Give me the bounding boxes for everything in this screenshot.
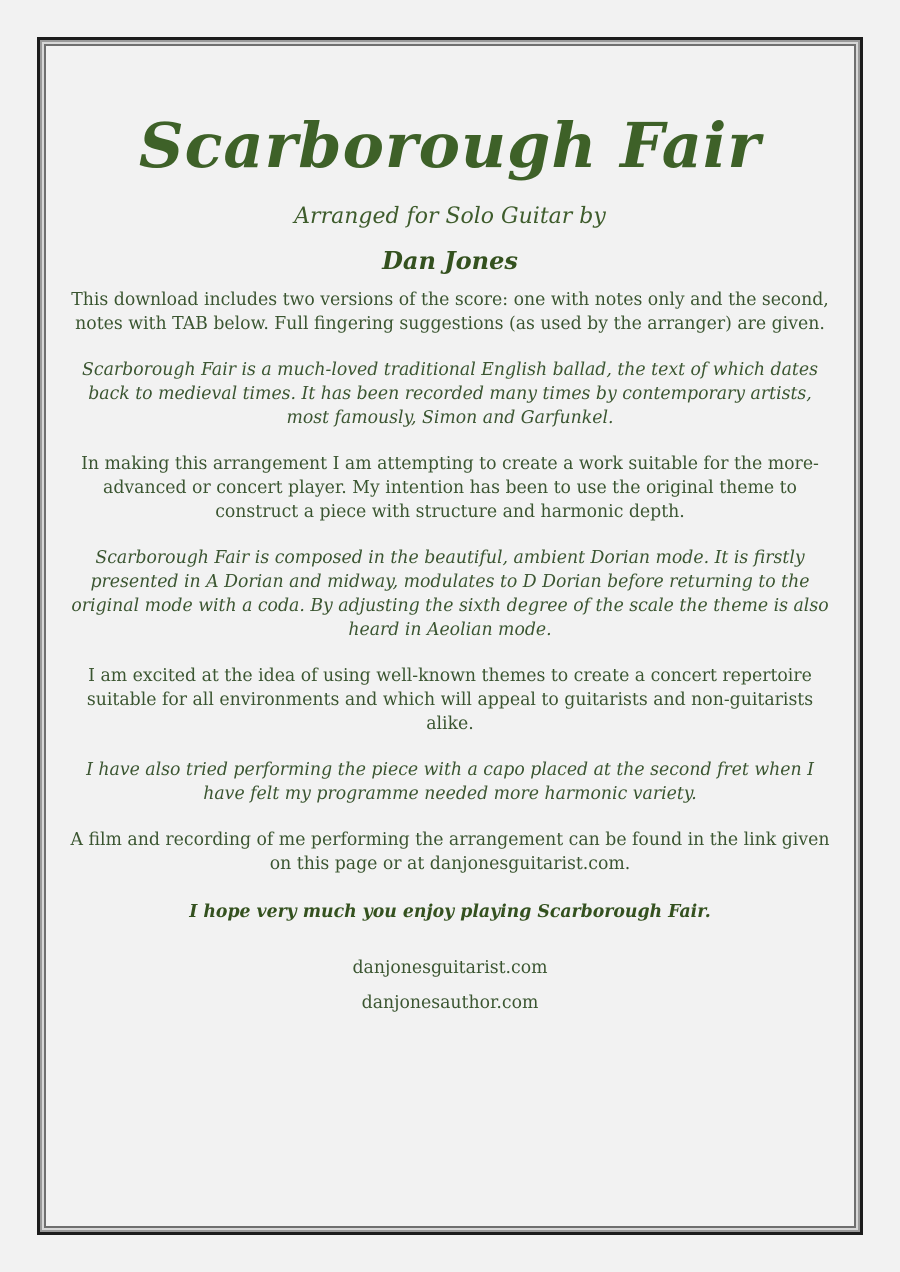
- paragraph-concert-repertoire: I am excited at the idea of using well-known themes to create a concert repertoire suitable for all environments and which will appeal to guitarists and non-guitarists alike.: [86, 666, 814, 734]
- paragraph-film-recording: A film and recording of me performing the arrangement can be found in the link given on this page or at danjonesguitarist.com.: [70, 830, 830, 874]
- link-danjonesguitarist[interactable]: danjonesguitarist.com: [352, 958, 548, 978]
- paragraph-download-info: This download includes two versions of the score: one with notes only and the second, notes with TAB below. Full fingering suggestions (as used by the arranger) are given.: [71, 290, 829, 334]
- document-title: Scarborough Fair: [138, 109, 762, 182]
- link-danjonesauthor[interactable]: danjonesauthor.com: [361, 993, 539, 1013]
- paragraph-ballad-history: Scarborough Fair is a much-loved traditional English ballad, the text of which dates back to medieval times. It has been recorded many times by contemporary artists, most famously, Simon and Garfunkel.: [82, 360, 818, 428]
- paragraph-dorian-mode: Scarborough Fair is composed in the beautiful, ambient Dorian mode. It is firstly presented in A Dorian and midway, modulates to D Dorian before returning to the original mode with a coda. By adjusting the sixth degree of the scale the theme is also heard in Aeolian mode.: [71, 548, 829, 640]
- paragraph-capo-note: I have also tried performing the piece with a capo placed at the second fret when I have felt my programme needed more harmonic variety.: [86, 760, 814, 804]
- document-content: [70, 108, 830, 1015]
- paragraph-arrangement-intent: In making this arrangement I am attempting to create a work suitable for the more-advanced or concert player. My intention has been to use the original theme to construct a piece with structure and harmonic depth.: [81, 454, 819, 522]
- document-subtitle: Arranged for Solo Guitar by: [294, 204, 606, 229]
- author-name: Dan Jones: [382, 246, 518, 275]
- closing-line: I hope very much you enjoy playing Scarborough Fair.: [189, 902, 711, 922]
